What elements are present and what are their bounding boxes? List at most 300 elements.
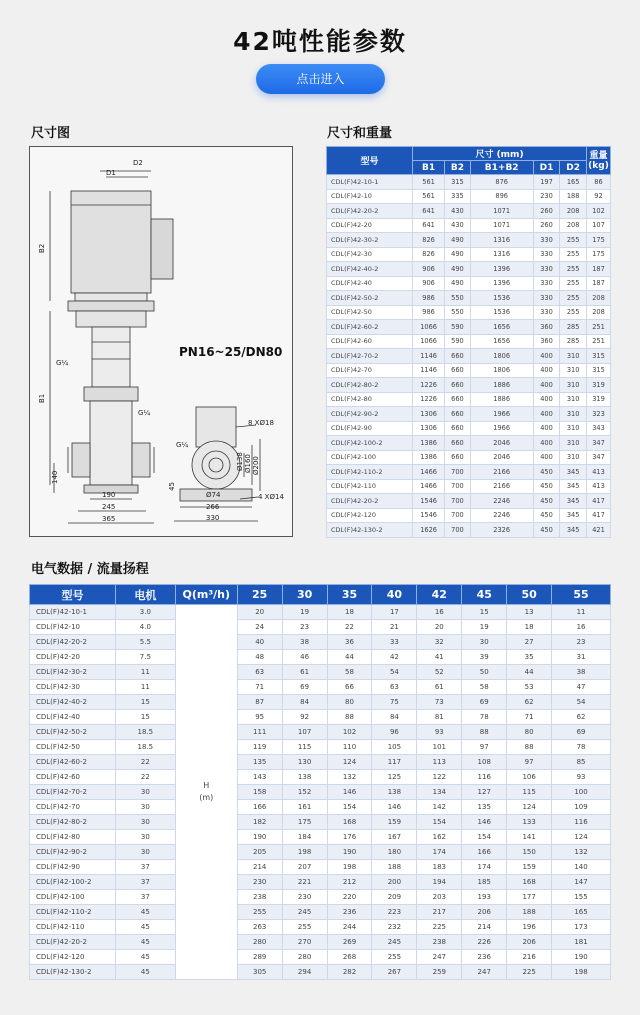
value-cell: 1386 xyxy=(413,450,445,465)
model-cell: CDL(F)42-20 xyxy=(327,218,413,233)
model-cell: CDL(F)42-20-2 xyxy=(327,494,413,509)
section-heading-perf: 电气数据 / 流量扬程 xyxy=(31,562,149,577)
perf-header-cell: 40 xyxy=(372,585,417,605)
head-cell: 255 xyxy=(372,950,417,965)
head-cell: 217 xyxy=(417,905,462,920)
head-cell: 53 xyxy=(507,680,552,695)
value-cell: 1316 xyxy=(470,233,533,248)
head-cell: 13 xyxy=(507,605,552,620)
head-cell: 31 xyxy=(552,650,611,665)
value-cell: 330 xyxy=(533,291,560,306)
col-b1b2: B1+B2 xyxy=(470,161,533,175)
value-cell: 1466 xyxy=(413,479,445,494)
model-cell: CDL(F)42-110 xyxy=(327,479,413,494)
table-row xyxy=(30,815,611,830)
model-cell: CDL(F)42-60 xyxy=(30,770,116,785)
head-cell: 97 xyxy=(507,755,552,770)
value-cell: 1546 xyxy=(413,494,445,509)
table-row xyxy=(30,725,611,740)
head-cell: 146 xyxy=(327,785,372,800)
value-cell: 315 xyxy=(445,175,471,190)
head-cell: 166 xyxy=(462,845,507,860)
value-cell: 345 xyxy=(560,479,587,494)
perf-header-cell: 55 xyxy=(552,585,611,605)
label-h45: 45 xyxy=(168,482,176,491)
head-cell: 175 xyxy=(282,815,327,830)
label-d74: Ø74 xyxy=(206,491,221,499)
head-cell: 282 xyxy=(327,965,372,980)
table-row xyxy=(30,605,611,620)
head-cell: 244 xyxy=(327,920,372,935)
head-cell: 19 xyxy=(282,605,327,620)
head-cell: 84 xyxy=(372,710,417,725)
table-row xyxy=(30,800,611,815)
col-weight xyxy=(587,147,611,175)
motor-cell: 30 xyxy=(115,800,175,815)
head-cell: 185 xyxy=(462,875,507,890)
head-cell: 96 xyxy=(372,725,417,740)
head-cell: 161 xyxy=(282,800,327,815)
value-cell: 400 xyxy=(533,392,560,407)
head-cell: 247 xyxy=(462,965,507,980)
table-row xyxy=(30,710,611,725)
value-cell: 102 xyxy=(587,204,611,219)
motor-cell: 11 xyxy=(115,665,175,680)
table-row xyxy=(30,890,611,905)
head-cell: 268 xyxy=(327,950,372,965)
value-cell: 1966 xyxy=(470,407,533,422)
head-cell: 165 xyxy=(552,905,611,920)
label-b1: B1 xyxy=(38,393,46,403)
perf-header-cell: 30 xyxy=(282,585,327,605)
value-cell: 561 xyxy=(413,189,445,204)
value-cell: 450 xyxy=(533,479,560,494)
head-cell: 214 xyxy=(462,920,507,935)
motor-cell: 30 xyxy=(115,830,175,845)
value-cell: 255 xyxy=(560,305,587,320)
perf-header-cell: 35 xyxy=(327,585,372,605)
head-cell: 155 xyxy=(552,890,611,905)
value-cell: 1466 xyxy=(413,465,445,480)
table-row xyxy=(327,218,611,233)
head-cell: 11 xyxy=(552,605,611,620)
head-cell: 152 xyxy=(282,785,327,800)
model-cell: CDL(F)42-80 xyxy=(327,392,413,407)
label-b2: B2 xyxy=(38,243,46,253)
col-size-group: 尺寸 (mm) xyxy=(413,147,587,161)
head-cell: 255 xyxy=(282,920,327,935)
value-cell: 187 xyxy=(587,262,611,277)
motor-cell: 5.5 xyxy=(115,635,175,650)
head-cell: 154 xyxy=(462,830,507,845)
value-cell: 1396 xyxy=(470,262,533,277)
value-cell: 400 xyxy=(533,450,560,465)
model-cell: CDL(F)42-10-1 xyxy=(30,605,116,620)
label-d160: Ø160 xyxy=(244,454,252,473)
value-cell: 400 xyxy=(533,378,560,393)
head-cell: 80 xyxy=(507,725,552,740)
value-cell: 208 xyxy=(587,291,611,306)
value-cell: 986 xyxy=(413,291,445,306)
head-cell: 190 xyxy=(237,830,282,845)
value-cell: 310 xyxy=(560,421,587,436)
table-row xyxy=(30,785,611,800)
head-cell: 107 xyxy=(282,725,327,740)
value-cell: 315 xyxy=(587,363,611,378)
value-cell: 347 xyxy=(587,450,611,465)
head-cell: 69 xyxy=(552,725,611,740)
dims-weight-table xyxy=(326,146,611,538)
motor-cell: 30 xyxy=(115,815,175,830)
head-cell: 181 xyxy=(552,935,611,950)
table-row xyxy=(30,650,611,665)
head-cell: 225 xyxy=(417,920,462,935)
motor-cell: 11 xyxy=(115,680,175,695)
value-cell: 1806 xyxy=(470,363,533,378)
value-cell: 490 xyxy=(445,262,471,277)
head-cell: 200 xyxy=(372,875,417,890)
label-d1: D1 xyxy=(106,169,116,177)
value-cell: 1071 xyxy=(470,204,533,219)
head-cell: 95 xyxy=(237,710,282,725)
value-cell: 345 xyxy=(560,508,587,523)
head-cell: 101 xyxy=(417,740,462,755)
head-cell: 143 xyxy=(237,770,282,785)
head-cell: 230 xyxy=(237,875,282,890)
head-cell: 230 xyxy=(282,890,327,905)
table-row xyxy=(327,305,611,320)
head-cell: 206 xyxy=(462,905,507,920)
head-cell: 232 xyxy=(372,920,417,935)
head-cell: 115 xyxy=(282,740,327,755)
value-cell: 310 xyxy=(560,436,587,451)
head-cell: 176 xyxy=(327,830,372,845)
head-cell: 41 xyxy=(417,650,462,665)
model-cell: CDL(F)42-80 xyxy=(30,830,116,845)
table-row xyxy=(327,349,611,364)
head-cell: 61 xyxy=(282,665,327,680)
head-cell: 88 xyxy=(462,725,507,740)
table-row xyxy=(327,276,611,291)
model-cell: CDL(F)42-120 xyxy=(327,508,413,523)
head-cell: 220 xyxy=(327,890,372,905)
motor-cell: 45 xyxy=(115,920,175,935)
model-cell: CDL(F)42-30-2 xyxy=(30,665,116,680)
value-cell: 310 xyxy=(560,392,587,407)
value-cell: 1656 xyxy=(470,334,533,349)
head-cell: 135 xyxy=(237,755,282,770)
model-cell: CDL(F)42-20-2 xyxy=(30,635,116,650)
model-cell: CDL(F)42-80-2 xyxy=(30,815,116,830)
head-cell: 305 xyxy=(237,965,282,980)
value-cell: 330 xyxy=(533,247,560,262)
value-cell: 1536 xyxy=(470,291,533,306)
value-cell: 1146 xyxy=(413,363,445,378)
table-row xyxy=(30,770,611,785)
label-d200: Ø200 xyxy=(252,456,260,475)
model-cell: CDL(F)42-30-2 xyxy=(327,233,413,248)
head-cell: 177 xyxy=(507,890,552,905)
value-cell: 826 xyxy=(413,233,445,248)
value-cell: 1386 xyxy=(413,436,445,451)
head-cell: 205 xyxy=(237,845,282,860)
value-cell: 86 xyxy=(587,175,611,190)
value-cell: 986 xyxy=(413,305,445,320)
table-row xyxy=(327,465,611,480)
value-cell: 310 xyxy=(560,407,587,422)
section-heading-dims: 尺寸和重量 xyxy=(327,126,393,141)
head-cell: 22 xyxy=(327,620,372,635)
value-cell: 310 xyxy=(560,450,587,465)
page-title: 42吨性能参数 xyxy=(233,27,407,56)
label-w266: 266 xyxy=(206,503,220,511)
head-cell: 247 xyxy=(417,950,462,965)
model-cell: CDL(F)42-20 xyxy=(30,650,116,665)
head-cell: 93 xyxy=(552,770,611,785)
head-cell: 221 xyxy=(282,875,327,890)
head-cell: 198 xyxy=(282,845,327,860)
col-d2: D2 xyxy=(560,161,587,175)
value-cell: 400 xyxy=(533,436,560,451)
model-cell: CDL(F)42-40 xyxy=(327,276,413,291)
head-cell: 150 xyxy=(507,845,552,860)
value-cell: 700 xyxy=(445,508,471,523)
head-cell: 117 xyxy=(372,755,417,770)
perf-header-cell: 电机 xyxy=(115,585,175,605)
value-cell: 330 xyxy=(533,262,560,277)
value-cell: 315 xyxy=(587,349,611,364)
head-cell: 111 xyxy=(237,725,282,740)
model-cell: CDL(F)42-70 xyxy=(30,800,116,815)
head-cell: 32 xyxy=(417,635,462,650)
table-row xyxy=(30,965,611,980)
head-unit-label: H xyxy=(203,781,210,790)
value-cell: 1806 xyxy=(470,349,533,364)
value-cell: 208 xyxy=(560,204,587,219)
value-cell: 660 xyxy=(445,421,471,436)
value-cell: 700 xyxy=(445,494,471,509)
value-cell: 251 xyxy=(587,320,611,335)
value-cell: 413 xyxy=(587,465,611,480)
table-row xyxy=(327,436,611,451)
table-row xyxy=(30,935,611,950)
perf-header-cell: Q(m³/h) xyxy=(175,585,237,605)
table-row xyxy=(327,320,611,335)
label-holes-top: 8 XØ18 xyxy=(248,419,274,427)
head-cell: 125 xyxy=(372,770,417,785)
value-cell: 1396 xyxy=(470,276,533,291)
table-row xyxy=(30,635,611,650)
head-cell: 44 xyxy=(507,665,552,680)
head-cell: 245 xyxy=(282,905,327,920)
head-cell: 182 xyxy=(237,815,282,830)
motor-cell: 45 xyxy=(115,905,175,920)
motor-cell: 30 xyxy=(115,785,175,800)
model-cell: CDL(F)42-130-2 xyxy=(327,523,413,538)
head-cell: 84 xyxy=(282,695,327,710)
model-cell: CDL(F)42-30 xyxy=(327,247,413,262)
value-cell: 335 xyxy=(445,189,471,204)
perf-header-row xyxy=(30,585,611,605)
value-cell: 285 xyxy=(560,334,587,349)
head-cell: 154 xyxy=(327,800,372,815)
table-row xyxy=(30,920,611,935)
table-row xyxy=(327,523,611,538)
table-row xyxy=(327,378,611,393)
value-cell: 417 xyxy=(587,494,611,509)
model-cell: CDL(F)42-60-2 xyxy=(327,320,413,335)
value-cell: 255 xyxy=(560,291,587,306)
head-cell: 158 xyxy=(237,785,282,800)
table-row xyxy=(327,204,611,219)
table-row xyxy=(327,233,611,248)
table-row xyxy=(327,334,611,349)
head-cell: 42 xyxy=(372,650,417,665)
head-cell: 63 xyxy=(372,680,417,695)
head-cell: 39 xyxy=(462,650,507,665)
head-cell: 238 xyxy=(417,935,462,950)
table-row xyxy=(327,291,611,306)
head-cell: 140 xyxy=(552,860,611,875)
head-cell: 214 xyxy=(237,860,282,875)
head-cell: 190 xyxy=(327,845,372,860)
head-cell: 280 xyxy=(237,935,282,950)
head-cell: 154 xyxy=(417,815,462,830)
head-cell: 280 xyxy=(282,950,327,965)
head-cell: 100 xyxy=(552,785,611,800)
head-cell: 81 xyxy=(417,710,462,725)
head-cell: 35 xyxy=(507,650,552,665)
value-cell: 1886 xyxy=(470,392,533,407)
model-cell: CDL(F)42-50-2 xyxy=(327,291,413,306)
head-cell: 21 xyxy=(372,620,417,635)
head-cell: 168 xyxy=(327,815,372,830)
head-cell: 44 xyxy=(327,650,372,665)
value-cell: 826 xyxy=(413,247,445,262)
head-cell: 212 xyxy=(327,875,372,890)
enter-button[interactable]: 点击进入 xyxy=(256,64,385,94)
head-cell: 78 xyxy=(462,710,507,725)
table-row xyxy=(30,665,611,680)
head-cell: 46 xyxy=(282,650,327,665)
head-cell: 236 xyxy=(462,950,507,965)
head-cell: 168 xyxy=(507,875,552,890)
head-cell: 92 xyxy=(282,710,327,725)
head-cell: 18 xyxy=(327,605,372,620)
value-cell: 450 xyxy=(533,508,560,523)
motor-cell: 18.5 xyxy=(115,740,175,755)
table-row xyxy=(327,450,611,465)
model-cell: CDL(F)42-60 xyxy=(327,334,413,349)
table-row xyxy=(327,262,611,277)
head-cell: 180 xyxy=(372,845,417,860)
motor-cell: 3.0 xyxy=(115,605,175,620)
perf-header-cell: 型号 xyxy=(30,585,116,605)
head-cell: 50 xyxy=(462,665,507,680)
value-cell: 641 xyxy=(413,218,445,233)
motor-cell: 4.0 xyxy=(115,620,175,635)
head-cell: 97 xyxy=(462,740,507,755)
head-cell: 124 xyxy=(552,830,611,845)
value-cell: 400 xyxy=(533,407,560,422)
value-cell: 400 xyxy=(533,363,560,378)
table-row xyxy=(327,494,611,509)
model-cell: CDL(F)42-100-2 xyxy=(30,875,116,890)
table-row xyxy=(30,740,611,755)
value-cell: 2246 xyxy=(470,508,533,523)
perf-header-cell: 50 xyxy=(507,585,552,605)
value-cell: 1306 xyxy=(413,421,445,436)
model-cell: CDL(F)42-90 xyxy=(30,860,116,875)
value-cell: 1066 xyxy=(413,320,445,335)
pressure-rating-label: PN16~25/DN80 xyxy=(179,345,283,359)
head-cell: 127 xyxy=(462,785,507,800)
value-cell: 450 xyxy=(533,494,560,509)
head-cell: 209 xyxy=(372,890,417,905)
value-cell: 107 xyxy=(587,218,611,233)
value-cell: 660 xyxy=(445,407,471,422)
col-b2: B2 xyxy=(445,161,471,175)
value-cell: 490 xyxy=(445,247,471,262)
label-g3: G¼ xyxy=(176,441,189,449)
head-cell: 183 xyxy=(417,860,462,875)
head-cell: 58 xyxy=(327,665,372,680)
value-cell: 92 xyxy=(587,189,611,204)
head-cell: 24 xyxy=(237,620,282,635)
value-cell: 400 xyxy=(533,421,560,436)
table-row xyxy=(30,755,611,770)
head-cell: 226 xyxy=(462,935,507,950)
head-cell: 102 xyxy=(327,725,372,740)
value-cell: 310 xyxy=(560,363,587,378)
value-cell: 700 xyxy=(445,479,471,494)
head-cell: 255 xyxy=(237,905,282,920)
label-d2: D2 xyxy=(133,159,143,167)
value-cell: 2246 xyxy=(470,494,533,509)
head-cell: 93 xyxy=(417,725,462,740)
head-cell: 54 xyxy=(552,695,611,710)
table-row xyxy=(30,860,611,875)
value-cell: 906 xyxy=(413,262,445,277)
head-cell: 58 xyxy=(462,680,507,695)
head-cell: 269 xyxy=(327,935,372,950)
col-d1: D1 xyxy=(533,161,560,175)
head-cell: 159 xyxy=(507,860,552,875)
value-cell: 450 xyxy=(533,465,560,480)
model-cell: CDL(F)42-40 xyxy=(30,710,116,725)
value-cell: 323 xyxy=(587,407,611,422)
table-row xyxy=(327,421,611,436)
head-cell: 69 xyxy=(282,680,327,695)
col-weight-line2: (kg) xyxy=(588,160,609,171)
pump-drawing-svg xyxy=(30,147,294,538)
head-cell: 196 xyxy=(507,920,552,935)
value-cell: 230 xyxy=(533,189,560,204)
head-cell: 87 xyxy=(237,695,282,710)
head-cell: 167 xyxy=(372,830,417,845)
value-cell: 1886 xyxy=(470,378,533,393)
value-cell: 660 xyxy=(445,436,471,451)
value-cell: 906 xyxy=(413,276,445,291)
head-cell: 40 xyxy=(237,635,282,650)
head-cell: 108 xyxy=(462,755,507,770)
label-g2: G¼ xyxy=(138,409,151,417)
head-unit-suffix: (m) xyxy=(199,793,214,802)
value-cell: 550 xyxy=(445,291,471,306)
model-cell: CDL(F)42-60-2 xyxy=(30,755,116,770)
head-cell: 113 xyxy=(417,755,462,770)
value-cell: 400 xyxy=(533,349,560,364)
